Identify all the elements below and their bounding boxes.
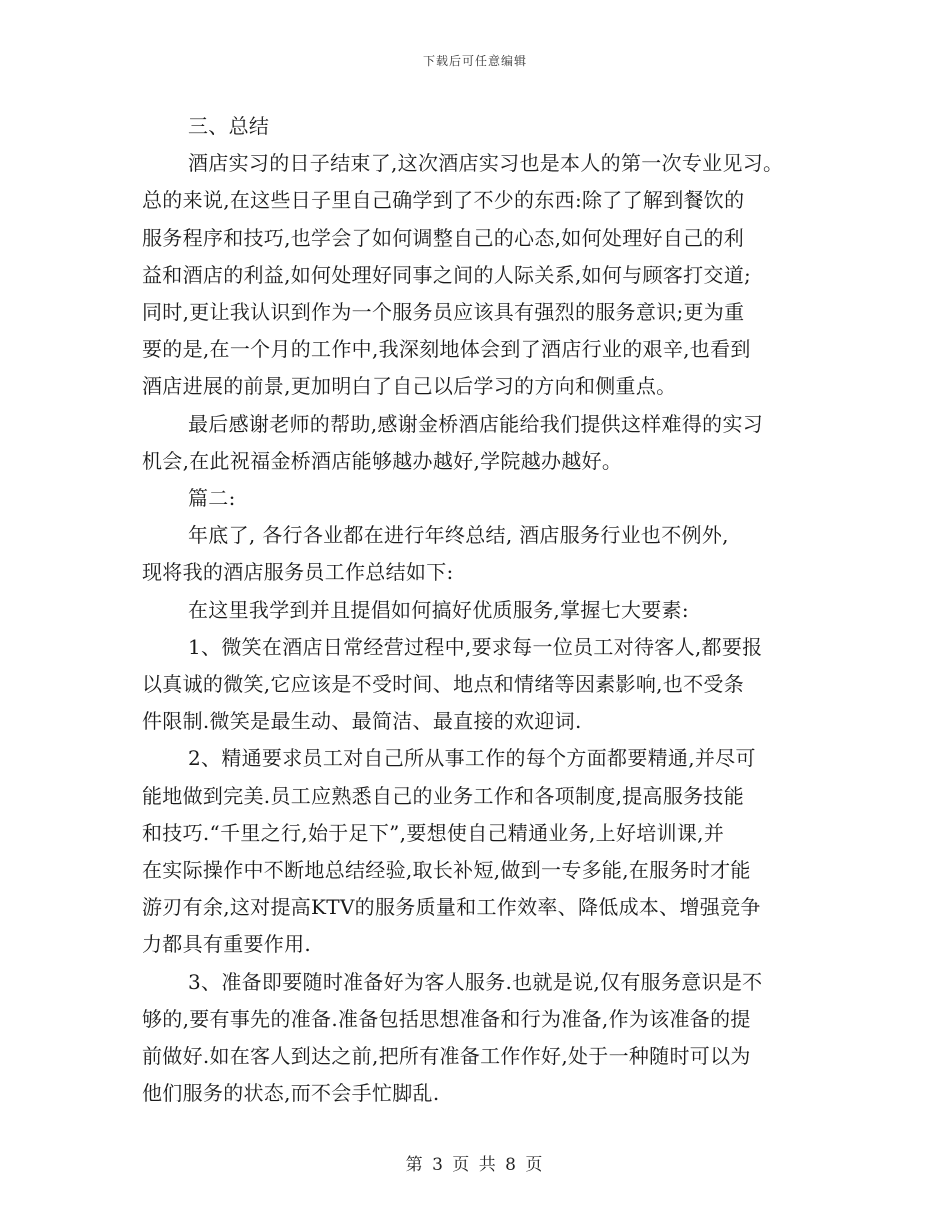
text-line: 1、微笑在酒店日常经营过程中,要求每一位员工对待客人,都要报	[188, 634, 763, 659]
text-line: 够的,要有事先的准备.准备包括思想准备和行为准备,作为该准备的提	[142, 1006, 751, 1031]
text-line: 最后感谢老师的帮助,感谢金桥酒店能给我们提供这样难得的实习	[188, 411, 764, 436]
text-line: 力都具有重要作用.	[142, 932, 312, 957]
paragraph	[142, 406, 822, 480]
text-line: 机会,在此祝福金桥酒店能够越办越好,学院越办越好。	[142, 448, 623, 473]
text-line: 在这里我学到并且提倡如何搞好优质服务,掌握七大要素:	[188, 597, 689, 622]
text-line: 篇二:	[188, 486, 236, 511]
text-line: 前做好.如在客人到达之前,把所有准备工作作好,处于一种随时可以为	[142, 1044, 751, 1069]
document-body	[142, 108, 822, 1112]
paragraph	[142, 740, 822, 963]
paragraph	[142, 145, 822, 405]
text-line: 酒店实习的日子结束了,这次酒店实习也是本人的第一次专业见习。	[188, 151, 784, 176]
paragraph	[142, 517, 822, 591]
text-line: 要的是,在一个月的工作中,我深刻地体会到了酒店行业的艰辛,也看到	[142, 337, 751, 362]
text-line: 游刃有余,这对提高KTV的服务质量和工作效率、降低成本、增强竞争	[142, 895, 761, 920]
paragraph	[142, 592, 822, 629]
text-line: 益和酒店的利益,如何处理好同事之间的人际关系,如何与顾客打交道;	[142, 262, 752, 287]
text-line: 他们服务的状态,而不会手忙脚乱.	[142, 1081, 440, 1106]
page-footer: 第 3 页 共 8 页	[405, 1155, 545, 1175]
text-line: 2、精通要求员工对自己所从事工作的每个方面都要精通,并尽可	[188, 746, 756, 771]
page-header: 下载后可任意编辑	[422, 54, 527, 68]
paragraph	[142, 480, 822, 517]
text-line: 和技巧.“千里之行,始于足下”,要想使自己精通业务,上好培训课,并	[142, 820, 725, 845]
text-line: 酒店进展的前景,更加明白了自己以后学习的方向和侧重点。	[142, 374, 677, 399]
text-line: 3、准备即要随时准备好为客人服务.也就是说,仅有服务意识是不	[188, 969, 763, 994]
text-line: 总的来说,在这些日子里自己确学到了不少的东西:除了了解到餐饮的	[142, 188, 745, 213]
paragraph	[142, 964, 822, 1113]
text-line: 件限制.微笑是最生动、最简洁、最直接的欢迎词.	[142, 709, 582, 734]
text-line: 服务程序和技巧,也学会了如何调整自己的心态,如何处理好自己的利	[142, 225, 745, 250]
text-line: 三、总结	[188, 114, 270, 138]
text-line: 同时,更让我认识到作为一个服务员应该具有强烈的服务意识;更为重	[142, 300, 745, 325]
text-line: 以真诚的微笑,它应该是不受时间、地点和情绪等因素影响,也不受条	[142, 672, 745, 697]
text-line: 在实际操作中不断地总结经验,取长补短,做到一专多能,在服务时才能	[142, 858, 751, 883]
paragraph	[142, 108, 822, 145]
text-line: 年底了, 各行各业都在进行年终总结, 酒店服务行业也不例外,	[188, 523, 729, 548]
text-line: 能地做到完美.员工应熟悉自己的业务工作和各项制度,提高服务技能	[142, 783, 745, 808]
text-line: 现将我的酒店服务员工作总结如下:	[142, 560, 454, 585]
paragraph	[142, 629, 822, 741]
